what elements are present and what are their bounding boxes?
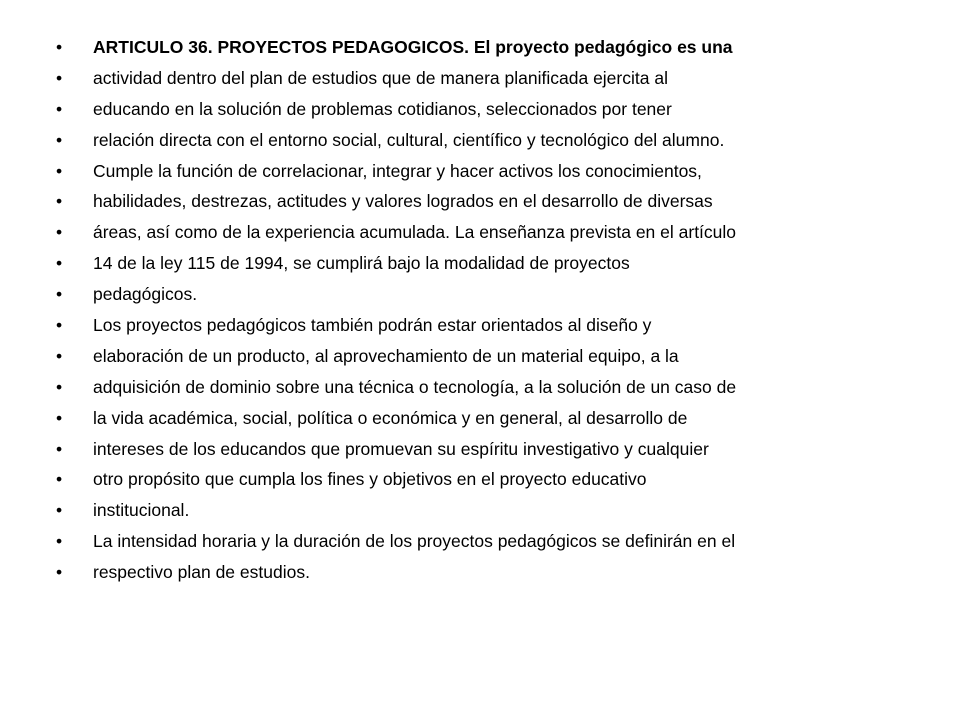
bullet-text: actividad dentro del plan de estudios que de manera planificada ejercita al — [93, 67, 668, 88]
bullet-icon: • — [56, 376, 63, 397]
bullet-icon: • — [56, 315, 63, 336]
bullet-icon: • — [56, 129, 63, 150]
bullet-icon: • — [56, 253, 63, 274]
bullet-icon: • — [56, 98, 63, 119]
bullet-item — [56, 279, 936, 310]
bullet-item — [56, 434, 936, 465]
bullet-item — [56, 125, 936, 156]
bullet-text: 14 de la ley 115 de 1994, se cumplirá bajo la modalidad de proyectos — [93, 253, 630, 274]
bullet-text: institucional. — [93, 500, 190, 521]
bullet-text: elaboración de un producto, al aprovechamiento de un material equipo, a la — [93, 345, 679, 366]
bullet-icon: • — [56, 67, 63, 88]
bullet-text: educando en la solución de problemas cotidianos, seleccionados por tener — [93, 98, 672, 119]
bullet-icon: • — [56, 37, 63, 57]
bullet-text: relación directa con el entorno social, cultural, científico y tecnológico del alumno. — [93, 129, 725, 150]
bullet-item — [56, 248, 936, 279]
bullet-text: La intensidad horaria y la duración de los proyectos pedagógicos se definirán en el — [93, 531, 736, 552]
bullet-item — [56, 217, 936, 248]
bullet-item — [56, 372, 936, 403]
bullet-text: ARTICULO 36. PROYECTOS PEDAGOGICOS. El proyecto pedagógico es una — [93, 37, 733, 57]
bullet-item — [56, 464, 936, 495]
bullet-icon: • — [56, 531, 63, 552]
bullet-item — [56, 63, 936, 94]
bullet-list — [56, 32, 936, 588]
bullet-text: Los proyectos pedagógicos también podrán estar orientados al diseño y — [93, 315, 652, 336]
bullet-item — [56, 32, 936, 63]
bullet-item — [56, 495, 936, 526]
bullet-text: respectivo plan de estudios. — [93, 562, 310, 583]
bullet-icon: • — [56, 284, 63, 305]
bullet-text: pedagógicos. — [93, 284, 198, 305]
bullet-icon: • — [56, 222, 63, 243]
bullet-item — [56, 557, 936, 588]
bullet-item — [56, 94, 936, 125]
bullet-icon: • — [56, 345, 63, 366]
bullet-item — [56, 186, 936, 217]
bullet-text: adquisición de dominio sobre una técnica o tecnología, a la solución de un caso de — [93, 376, 737, 397]
bullet-icon: • — [56, 191, 63, 212]
bullet-item — [56, 403, 936, 434]
bullet-text: intereses de los educandos que promuevan su espíritu investigativo y cualquier — [93, 438, 709, 459]
bullet-text: la vida académica, social, política o económica y en general, al desarrollo de — [93, 407, 688, 428]
bullet-item — [56, 156, 936, 187]
bullet-icon: • — [56, 562, 63, 583]
bullet-icon: • — [56, 160, 63, 181]
bullet-icon: • — [56, 407, 63, 428]
bullet-icon: • — [56, 500, 63, 521]
bullet-text: otro propósito que cumpla los fines y objetivos en el proyecto educativo — [93, 469, 647, 490]
bullet-item — [56, 526, 936, 557]
bullet-text: áreas, así como de la experiencia acumulada. La enseñanza prevista en el artículo — [93, 222, 737, 243]
bullet-item — [56, 310, 936, 341]
bullet-text: Cumple la función de correlacionar, integrar y hacer activos los conocimientos, — [93, 160, 702, 181]
bullet-item — [56, 341, 936, 372]
bullet-text: habilidades, destrezas, actitudes y valores logrados en el desarrollo de diversas — [93, 191, 713, 212]
bullet-icon: • — [56, 469, 63, 490]
bullet-icon: • — [56, 438, 63, 459]
